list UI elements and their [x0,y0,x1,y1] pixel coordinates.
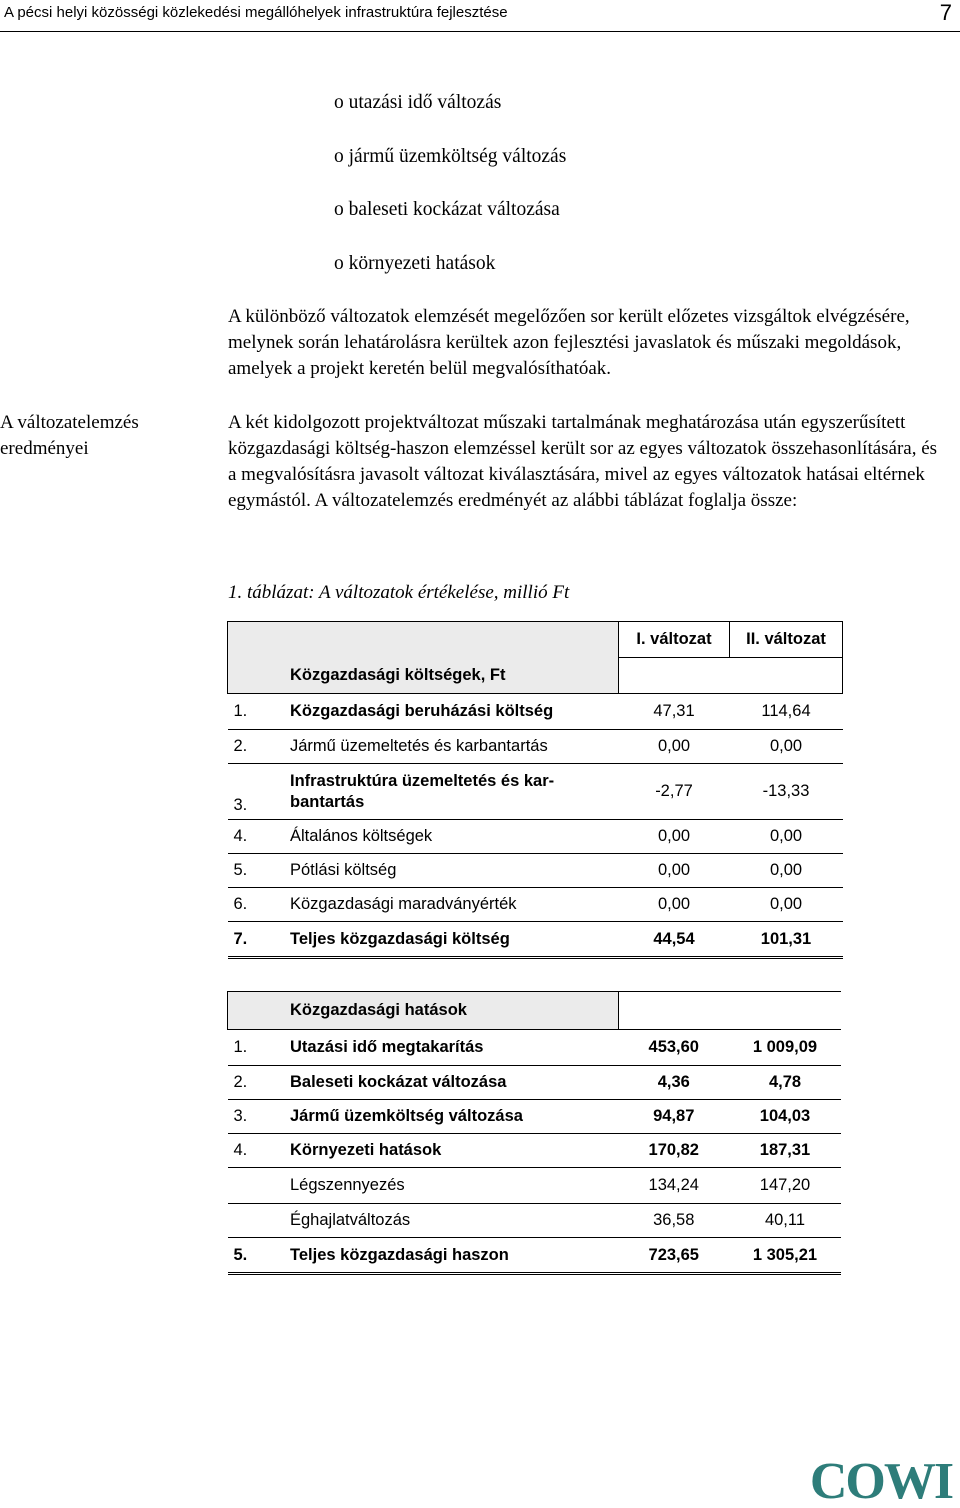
table-row: 1. Utazási idő megtakarítás 453,60 1 009,09 [228,1030,842,1066]
page-number: 7 [939,0,952,25]
body-paragraph-analysis: A két kidolgozott projektváltozat műszaki tartalmának meghatározása után egyszerűsített közgazdasági költség-haszon elemzéssel került sor az egyes változatok összehasonlítására, és a megvalósításra javasolt változat kiválasztására, mivel az egyes változatok hatásai eltérnek egymástól. A változatelemzés eredményét az alábbi táblázat foglalja össze: [228,412,938,511]
cowi-logo [808,1452,954,1506]
column-header-variant-1: I. változat [619,622,730,658]
cowi-logo-text: COWI [809,1453,953,1506]
table-row: Éghajlatváltozás 36,58 40,11 [228,1204,842,1238]
table-row: 5. Pótlási költség 0,00 0,00 [228,854,843,888]
table-total-row: 7. Teljes közgazdasági költség 44,54 101,31 [228,922,843,958]
table-total-row: 5. Teljes közgazdasági haszon 723,65 1 305,21 [228,1238,842,1274]
table-row: 4. Általános költségek 0,00 0,00 [228,820,843,854]
table-row: 6. Közgazdasági maradványérték 0,00 0,00 [228,888,843,922]
economic-benefits-table [227,991,841,1275]
bullet-item: o jármű üzemköltség változás [334,145,567,167]
bullet-item: o környezeti hatások [334,252,496,274]
criteria-bullet-list [334,90,566,304]
body-paragraph-preliminary: A különböző változatok elemzését megelőzően sor került előzetes vizsgáltok elvégzésére, melynek során lehatárolásra kerültek azon fejlesztési javaslatok és műszaki megoldások, amelyek a projekt keretén belül megvalósíthatóak. [228,306,910,379]
table-row: Légszennyezés 134,24 147,20 [228,1168,842,1204]
table-row: 2. Baleseti kockázat változása 4,36 4,78 [228,1066,842,1100]
section-title-costs: Közgazdasági költségek, Ft [282,658,619,694]
table-row: 3. Jármű üzemköltség változása 94,87 104,03 [228,1100,842,1134]
running-header-title: A pécsi helyi közösségi közlekedési megállóhelyek infrastruktúra fejlesztése [4,4,508,21]
table-row: 2. Jármű üzemeltetés és karbantartás 0,00 0,00 [228,730,843,764]
header-divider [0,31,960,32]
table-row: 4. Környezeti hatások 170,82 187,31 [228,1134,842,1168]
section-title-benefits: Közgazdasági hatások [282,992,619,1030]
bullet-item: o utazási idő változás [334,92,502,113]
table-row: 1. Közgazdasági beruházási költség 47,31 114,64 [228,694,843,730]
bullet-item: o baleseti kockázat változása [334,199,560,220]
economic-costs-table [227,621,843,959]
margin-note: A változatelemzés eredményei [0,412,139,459]
table-row: 3. Infrastruktúra üzemeltetés és kar- bantartás -2,77 -13,33 [228,764,843,820]
table-caption: 1. táblázat: A változatok értékelése, millió Ft [228,582,570,603]
column-header-variant-2: II. változat [730,622,843,658]
